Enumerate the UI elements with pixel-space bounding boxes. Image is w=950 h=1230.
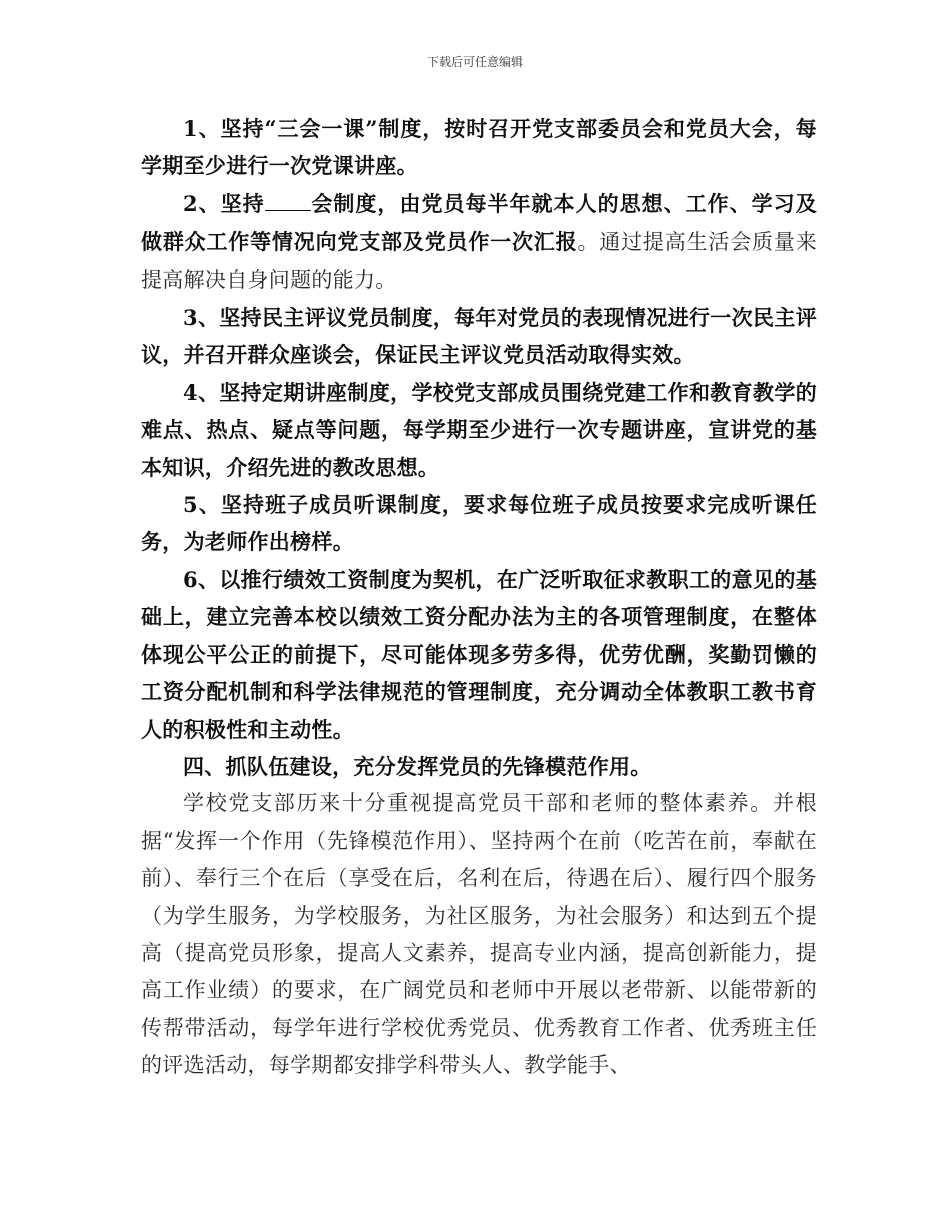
fill-in-blank [265,192,311,211]
paragraph-7: 学校党支部历来十分重视提高党员干部和老师的整体素养。并根据“发挥一个作用（先锋模范作用）、坚持两个在前（吃苦在前，奉献在前）、奉行三个在后（享受在后，名利在后，待遇在后）、履行四个服务（为学生服务，为学校服务，为社区服务，为社会服务）和达到五个提高（提高党员形象，提高人文素养，提高专业内涵，提高创新能力，提高工作业绩）的要求，在广阔党员和老师中开展以老带新、以能带新的传帮带活动，每学年进行学校优秀党员、优秀教育工作者、优秀班主任的评选活动，每学期都安排学科带头人、教学能手、 [141,791,817,1078]
paragraph-2-start: 2、坚持 [183,190,265,216]
paragraph-2-body: 会制度，由党员每半年就本人的思想、工作、学习及做群众工作等情况向党支部及党员作一次汇报 [141,190,817,255]
paragraph-6: 6、以推行绩效工资制度为契机，在广泛听取征求教职工的意见的基础上，建立完善本校以绩效工资分配办法为主的各项管理制度，在整体体现公平公正的前提下，尽可能体现多劳多得，优劳优酬，奖勤罚懒的工资分配机制和科学法律规范的管理制度，充分调动全体教职工教书育人的积极性和主动性。 [141,566,817,742]
paragraph-5: 5、坚持班子成员听课制度，要求每位班子成员按要求完成听课任务，为老师作出榜样。 [141,492,817,555]
page-header-note: 下载后可任意编辑 [426,55,523,69]
paragraph-2-tail: 。通过提高生活会质量来提高解决自身问题的能力。 [141,230,817,292]
paragraph-3: 3、坚持民主评议党员制度，每年对党员的表现情况进行一次民主评议，并召开群众座谈会，保证民主评议党员活动取得实效。 [141,305,817,368]
paragraph-4: 4、坚持定期讲座制度，学校党支部成员围绕党建工作和教育教学的难点、热点、疑点等问题，每学期至少进行一次专题讲座，宣讲党的基本知识，介绍先进的教改思想。 [141,379,817,480]
paragraph-1: 1、坚持“三会一课”制度，按时召开党支部委员会和党员大会，每学期至少进行一次党课讲座。 [141,116,817,179]
section-heading-4: 四、抓队伍建设，充分发挥党员的先锋模范作用。 [183,753,652,779]
document-body [141,110,817,1085]
paragraph-2 [141,185,817,299]
